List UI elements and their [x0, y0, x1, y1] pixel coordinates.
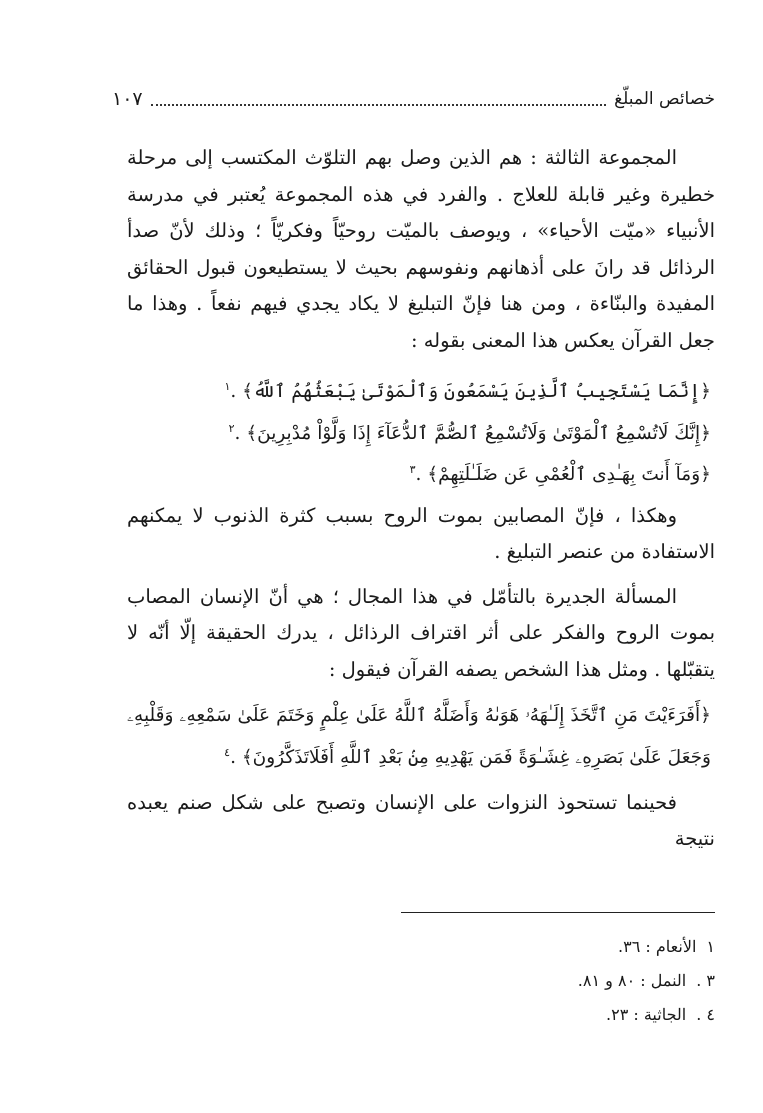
footnote-ref: ٣	[409, 463, 416, 477]
main-text	[127, 140, 715, 858]
footnote-number: ١	[706, 937, 715, 956]
verse-text: ﴿أَفَرَءَيْتَ مَنِ ٱتَّخَذَ إِلَـٰهَهُۥ هَوَىٰهُ وَأَضَلَّهُ ٱللَّهُ عَلَىٰ عِلْمٍ وَخَتَمَ عَلَىٰ سَمْعِهِۦ وَقَلْبِهِۦ وَجَعَلَ عَلَىٰ بَصَرِهِۦ غِشَـٰوَةً فَمَن يَهْدِيهِ مِنۢ بَعْدِ ٱللَّهِ أَفَلَاتَذَكَّرُونَ﴾ .	[127, 705, 711, 769]
footnote-ref: ٢	[228, 421, 235, 435]
footnote-text: الجاثية : ٢٣.	[606, 1005, 687, 1024]
paragraph-1: المجموعة الثالثة : هم الذين وصل بهم التلوّث المكتسب إلى مرحلة خطيرة وغير قابلة للعلاج . والفرد في هذه المجموعة يُعتبر في مدرسة الأنبياء «ميّت الأحياء» ، ويوصف بالميّت روحيّاً وفكريّاً ؛ وذلك لأنّ صدأ الرذائل قد رانَ على أذهانهم ونفوسهم بحيث لا يستطيعون قبول الحقائق المفيدة والبنّاءة ، ومن هنا فإنّ التبليغ لا يكاد يجدي فيهم نفعاً . وهذا ما جعل القرآن يعكس هذا المعنى بقوله :	[127, 146, 715, 352]
paragraph-2: وهكذا ، فإنّ المصابين بموت الروح بسبب كثرة الذنوب لا يمكنهم الاستفادة من عنصر التبليغ .	[127, 503, 715, 564]
footnote-text: النمل : ٨٠ و ٨١.	[577, 971, 687, 990]
footnote-item	[127, 998, 715, 1032]
page-number: ١٠٧	[112, 88, 143, 110]
footnote-ref: ١	[224, 380, 231, 393]
quran-verse-1	[127, 369, 715, 411]
page-header	[112, 86, 715, 112]
running-title: خصائص المبلّغ	[614, 89, 715, 109]
footnote-item	[127, 964, 715, 998]
verse-text: ﴿وَمَآ أَنتَ بِهَـٰدِى ٱلْعُمْىِ عَن ضَلَـٰلَتِهِمْ﴾ .	[415, 464, 711, 486]
paragraph-3: المسألة الجديرة بالتأمّل في هذا المجال ؛ هي أنّ الإنسان المصاب بموت الروح والفكر على أثر اقتراف الرذائل ، يدرك الحقيقة إلّا أنّه لا يتقبّلها . ومثل هذا الشخص يصفه القرآن فيقول :	[127, 584, 715, 681]
footnote-ref: ٤	[224, 745, 231, 759]
verse-text: ﴿إِنَّكَ لَاتُسْمِعُ ٱلْمَوْتَىٰ وَلَاتُسْمِعُ ٱلصُّمَّ ٱلدُّعَآءَ إِذَا وَلَّوْاْ مُدْبِرِينَ﴾ .	[234, 422, 711, 444]
footnote-text: الأنعام : ٣٦.	[618, 937, 697, 956]
quran-verse-3	[127, 452, 715, 494]
footnote-divider	[401, 912, 715, 913]
paragraph-4: فحينما تستحوذ النزوات على الإنسان وتصبح على شكل صنم يعبده نتيجة	[127, 790, 715, 851]
verse-text: ﴿إِنَّمَا يَسْتَجِيبُ ٱلَّذِينَ يَسْمَعُونَ وَٱلْمَوْتَىٰ يَبْعَثُهُمُ ٱللَّهُ﴾ .	[230, 381, 711, 403]
footnotes	[127, 930, 715, 1032]
dotted-leader	[151, 104, 606, 106]
footnote-number: ٣ .	[696, 971, 715, 990]
footnote-item	[127, 930, 715, 964]
quran-verse-2	[127, 411, 715, 453]
footnote-number: ٤ .	[696, 1005, 715, 1024]
quran-verse-4	[127, 698, 715, 776]
